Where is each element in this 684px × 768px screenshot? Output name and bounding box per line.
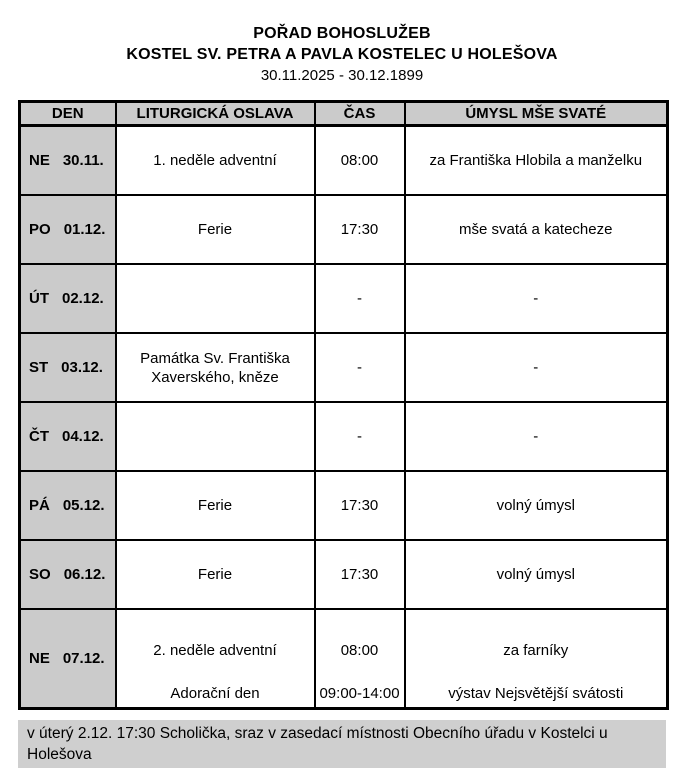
day-label: [29, 290, 114, 307]
day-label: [29, 566, 114, 583]
page-title: POŘAD BOHOSLUŽEB: [253, 25, 431, 42]
intention-cell: -: [405, 402, 668, 471]
table-row: [20, 264, 668, 333]
day-label: [29, 428, 114, 445]
table-row: [20, 402, 668, 471]
liturgy-cell: 1. neděle adventní: [116, 126, 315, 196]
time-cell: -: [315, 402, 405, 471]
day-cell: [20, 126, 116, 196]
footer-note: v úterý 2.12. 17:30 Scholička, sraz v zasedací místnosti Obecního úřadu v Kostelci u Holešova: [18, 720, 666, 768]
time-cell: 17:30: [315, 540, 405, 609]
intention-line-2: výstav Nejsvětější svátosti: [448, 685, 624, 702]
intention-cell: za Františka Hlobila a manželku: [405, 126, 668, 196]
table-row: [20, 195, 668, 264]
day-date: 07.12.: [62, 650, 105, 667]
day-date: 30.11.: [62, 152, 104, 169]
day-label: [29, 650, 114, 667]
table-row: [20, 471, 668, 540]
day-date: 02.12.: [62, 290, 104, 307]
liturgy-cell: Ferie: [116, 471, 315, 540]
liturgy-cell: [116, 402, 315, 471]
intention-cell: -: [405, 333, 668, 402]
time-line-1: 08:00: [340, 642, 379, 659]
intention-cell: volný úmysl: [405, 540, 668, 609]
table-row: [20, 126, 668, 196]
day-abbr: NE: [29, 152, 50, 169]
day-date: 06.12.: [63, 566, 106, 583]
time-cell: 17:30: [315, 471, 405, 540]
time-cell: [315, 609, 405, 709]
day-abbr: NE: [29, 650, 50, 667]
header-row: [20, 102, 668, 126]
intention-cell: volný úmysl: [405, 471, 668, 540]
date-range: 30.11.2025 - 30.12.1899: [260, 67, 424, 84]
time-cell: -: [315, 264, 405, 333]
liturgy-stack: [129, 611, 302, 706]
intention-line-1: za farníky: [503, 642, 569, 659]
liturgy-cell: Památka Sv. Františka Xaverského, kněze: [116, 333, 315, 402]
day-cell: [20, 195, 116, 264]
column-header-cas: ČAS: [315, 102, 405, 126]
time-line-2: 09:00-14:00: [319, 685, 400, 702]
day-abbr: PÁ: [29, 497, 50, 514]
day-cell: [20, 609, 116, 709]
day-abbr: ST: [29, 359, 49, 376]
liturgy-cell: Ferie: [116, 195, 315, 264]
time-stack: [319, 611, 400, 706]
day-label: [29, 497, 114, 514]
day-date: 05.12.: [62, 497, 105, 514]
schedule-table: [18, 100, 669, 710]
intention-stack: [418, 611, 655, 706]
column-header-liturgicka-oslava: LITURGICKÁ OSLAVA: [116, 102, 315, 126]
liturgy-line-2: Adorační den: [170, 685, 260, 702]
day-abbr: SO: [29, 566, 51, 583]
column-header-den: DEN: [20, 102, 116, 126]
day-label: [29, 359, 114, 376]
day-cell: [20, 333, 116, 402]
liturgy-cell: [116, 264, 315, 333]
day-date: 01.12.: [63, 221, 106, 238]
intention-cell: -: [405, 264, 668, 333]
day-cell: [20, 471, 116, 540]
day-date: 03.12.: [61, 359, 103, 376]
intention-cell: [405, 609, 668, 709]
intention-cell: mše svatá a katecheze: [405, 195, 668, 264]
liturgy-cell: Ferie: [116, 540, 315, 609]
column-header-umysl: ÚMYSL MŠE SVATÉ: [405, 102, 668, 126]
day-date: 04.12.: [62, 428, 104, 445]
day-cell: [20, 540, 116, 609]
day-cell: [20, 402, 116, 471]
day-cell: [20, 264, 116, 333]
day-label: [29, 152, 114, 169]
page-subtitle: KOSTEL SV. PETRA A PAVLA KOSTELEC U HOLEŠOVA: [126, 46, 558, 63]
liturgy-line-1: 2. neděle adventní: [153, 642, 277, 659]
day-label: [29, 221, 114, 238]
time-cell: 17:30: [315, 195, 405, 264]
title-block: [0, 0, 684, 86]
day-abbr: PO: [29, 221, 51, 238]
time-cell: -: [315, 333, 405, 402]
liturgy-cell: [116, 609, 315, 709]
table-row: [20, 609, 668, 709]
table-row: [20, 540, 668, 609]
time-cell: 08:00: [315, 126, 405, 196]
table-row: [20, 333, 668, 402]
day-abbr: ÚT: [29, 290, 49, 307]
day-abbr: ČT: [29, 428, 49, 445]
